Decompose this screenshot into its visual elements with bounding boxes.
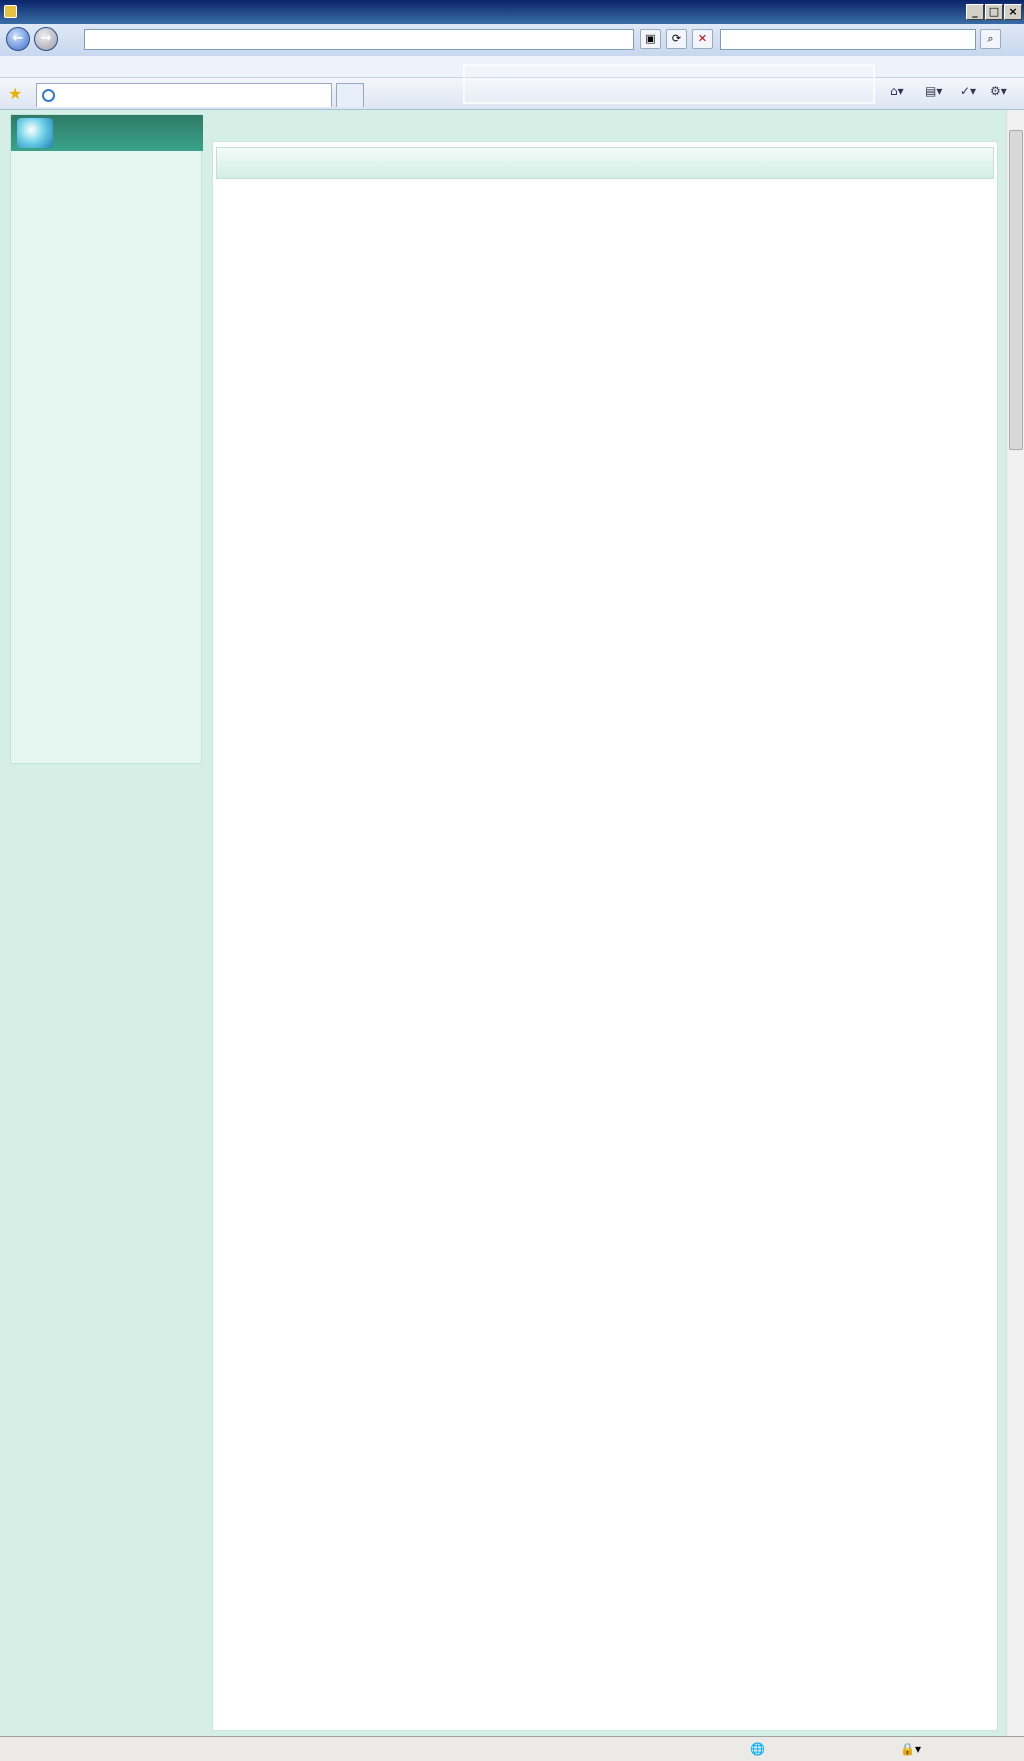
home-icon[interactable]: ⌂▾	[890, 84, 904, 98]
refresh-icon[interactable]: ⟳	[666, 29, 687, 49]
protected-mode-icon: 🔒▾	[900, 1742, 921, 1756]
ie-icon	[4, 5, 17, 18]
main-panel	[212, 141, 998, 1731]
admin-logo-icon	[17, 118, 53, 148]
compat-icon[interactable]: ▣	[640, 29, 661, 49]
minimize-button[interactable]: _	[966, 4, 984, 20]
maximize-button[interactable]: □	[985, 4, 1003, 20]
sidebar-header	[11, 115, 203, 151]
sidebar	[10, 114, 202, 764]
address-bar-row	[0, 24, 1024, 56]
back-button[interactable]: ←	[6, 27, 30, 51]
globe-icon: 🌐	[750, 1742, 765, 1756]
window-titlebar	[0, 0, 1024, 24]
forward-button[interactable]: →	[34, 27, 58, 51]
tab-ie-icon	[42, 89, 55, 102]
page-icon[interactable]: ▤▾	[925, 84, 943, 98]
url-field[interactable]	[84, 29, 634, 50]
vertical-scrollbar[interactable]	[1006, 110, 1024, 1736]
tools-gear-icon[interactable]: ⚙▾	[990, 84, 1007, 98]
favorites-star-icon[interactable]: ★	[8, 84, 23, 103]
new-tab-button[interactable]	[336, 83, 364, 107]
status-bar	[0, 1736, 1024, 1761]
scrollbar-thumb[interactable]	[1009, 130, 1023, 450]
close-button[interactable]: ×	[1004, 4, 1022, 20]
search-icon[interactable]: ⌕	[980, 29, 1001, 49]
watermark-banner	[463, 64, 875, 104]
stop-icon[interactable]: ✕	[692, 29, 713, 49]
settings-title	[216, 147, 994, 179]
browser-tab[interactable]	[36, 83, 332, 107]
safety-icon[interactable]: ✓▾	[960, 84, 977, 98]
search-input[interactable]	[720, 29, 976, 50]
